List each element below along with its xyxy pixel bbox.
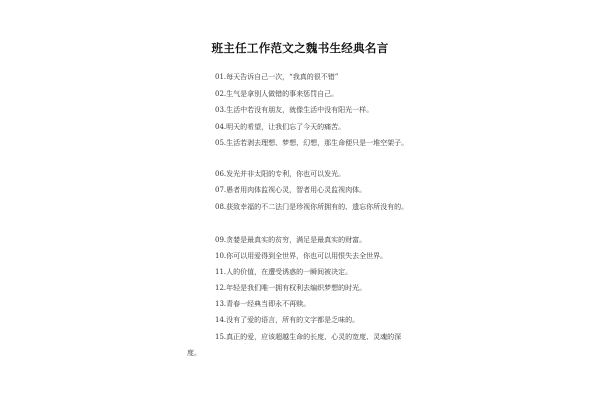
quote-line: 02.生气是拿别人做错的事来惩罚自己。 <box>215 90 339 98</box>
quote-line: 15.真正的爱，应该超越生命的长度、心灵的宽度、灵魂的深 <box>215 333 402 341</box>
quote-line: 07.愚者用肉体监视心灵，智者用心灵监视肉体。 <box>215 186 367 194</box>
quote-line: 04.明天的希望，让我们忘了今天的痛苦。 <box>215 123 346 131</box>
quote-line: 05.生活若剥去理想、梦想、幻想，那生命便只是一堆空架子。 <box>215 139 409 147</box>
quote-line: 09.贪婪是最真实的贫穷，满足是最真实的财富。 <box>215 236 367 244</box>
quote-line: 10.你可以用爱得到全世界，你也可以用恨失去全世界。 <box>215 252 388 260</box>
quote-line: 08.获致幸福的不二法门是珍视你所拥有的、遗忘你所没有的。 <box>215 203 409 211</box>
quote-line: 11.人的价值，在遭受诱惑的一瞬间被决定。 <box>215 268 353 276</box>
quote-line-continuation: 度。 <box>187 349 201 357</box>
quote-line: 13.青春一经典当即永不再赎。 <box>215 300 311 308</box>
quote-line: 14.没有了爱的语言，所有的文字都是乏味的。 <box>215 316 360 324</box>
quote-line: 06.发光并非太阳的专利，你也可以发光。 <box>215 170 346 178</box>
quote-line: 03.生活中若没有朋友，就像生活中没有阳光一样。 <box>215 106 374 114</box>
document-title: 班主任工作范文之魏书生经典名言 <box>211 41 389 55</box>
quote-line: 12.年轻是我们唯一拥有权利去编织梦想的时光。 <box>215 284 367 292</box>
quote-line: 01.每天告诉自己一次，“我真的很不错” <box>215 73 339 81</box>
